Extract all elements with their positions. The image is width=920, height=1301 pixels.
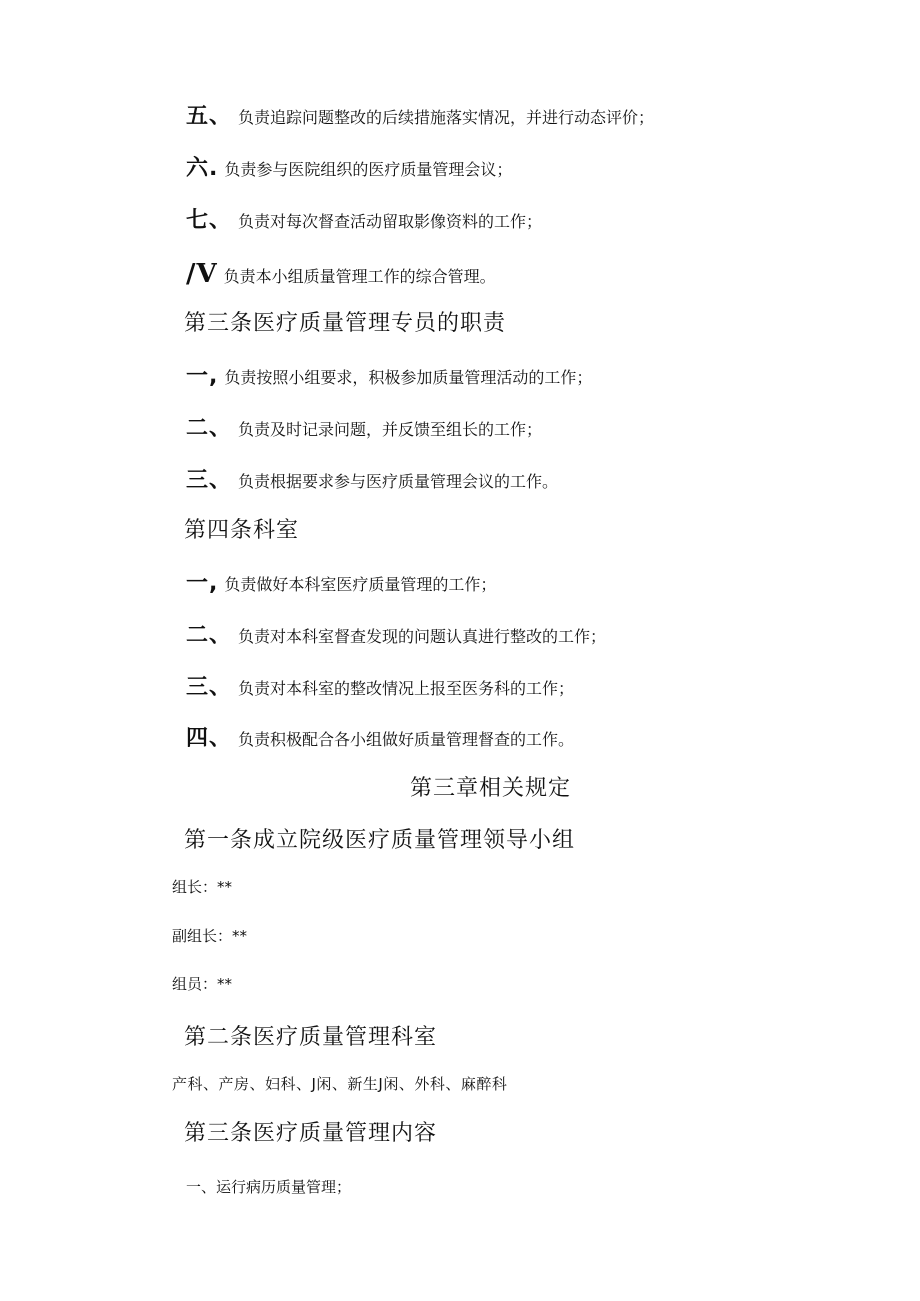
list-item: [186, 261, 496, 287]
list-item: 一、运行病历质量管理；: [186, 1178, 352, 1196]
article-heading: 第四条科室: [184, 518, 300, 543]
list-item: [186, 470, 558, 492]
department-list: 产科、产房、妇科、J闲、新生J闲、外科、麻醉科: [172, 1075, 508, 1093]
chapter-title: 第三章相关规定: [410, 776, 572, 801]
item-text: 负责对每次督查活动留取影像资料的工作；: [238, 212, 543, 231]
list-item: [186, 625, 606, 647]
item-number: 五、: [186, 104, 233, 129]
list-item: [186, 106, 654, 128]
item-text: 负责本小组质量管理工作的综合管理。: [223, 267, 496, 286]
member-line-members: 组员：**: [172, 975, 233, 993]
list-item: [186, 728, 574, 750]
item-number: 四、: [186, 726, 233, 751]
article-heading: 第一条成立院级医疗质量管理领导小组: [184, 828, 576, 853]
item-text: 负责做好本科室医疗质量管理的工作；: [224, 575, 497, 594]
item-text: 负责根据要求参与医疗质量管理会议的工作。: [238, 472, 559, 491]
item-number: 七、: [186, 208, 233, 233]
item-number: 二、: [186, 416, 233, 441]
list-item: [186, 210, 542, 232]
item-number: /V: [186, 259, 218, 289]
item-number: 二、: [186, 623, 233, 648]
item-text: 负责按照小组要求，积极参加质量管理活动的工作；: [224, 368, 593, 387]
article-heading: 第二条医疗质量管理科室: [184, 1025, 438, 1050]
item-number: 一,: [186, 364, 219, 389]
member-line-deputy: 副组长：**: [172, 927, 248, 945]
item-number: 三、: [186, 675, 233, 700]
article-heading: 第三条医疗质量管理内容: [184, 1121, 438, 1146]
list-item: [186, 418, 542, 440]
item-number: 一,: [186, 571, 219, 596]
list-item: [186, 677, 574, 699]
article-heading: 第三条医疗质量管理专员的职责: [184, 311, 507, 336]
item-text: 负责对本科室督查发现的问题认真进行整改的工作；: [238, 627, 607, 646]
member-line-leader: 组长：**: [172, 878, 233, 896]
item-text: 负责积极配合各小组做好质量管理督查的工作。: [238, 730, 575, 749]
list-item: [186, 573, 496, 595]
item-number: 六.: [186, 156, 219, 181]
list-item: [186, 366, 592, 388]
list-item: [186, 158, 512, 180]
item-text: 负责参与医院组织的医疗质量管理会议；: [224, 160, 513, 179]
item-text: 负责及时记录问题，并反馈至组长的工作；: [238, 420, 543, 439]
item-number: 三、: [186, 468, 233, 493]
item-text: 负责追踪问题整改的后续措施落实情况，并进行动态评价；: [238, 108, 655, 127]
item-text: 负责对本科室的整改情况上报至医务科的工作；: [238, 679, 575, 698]
